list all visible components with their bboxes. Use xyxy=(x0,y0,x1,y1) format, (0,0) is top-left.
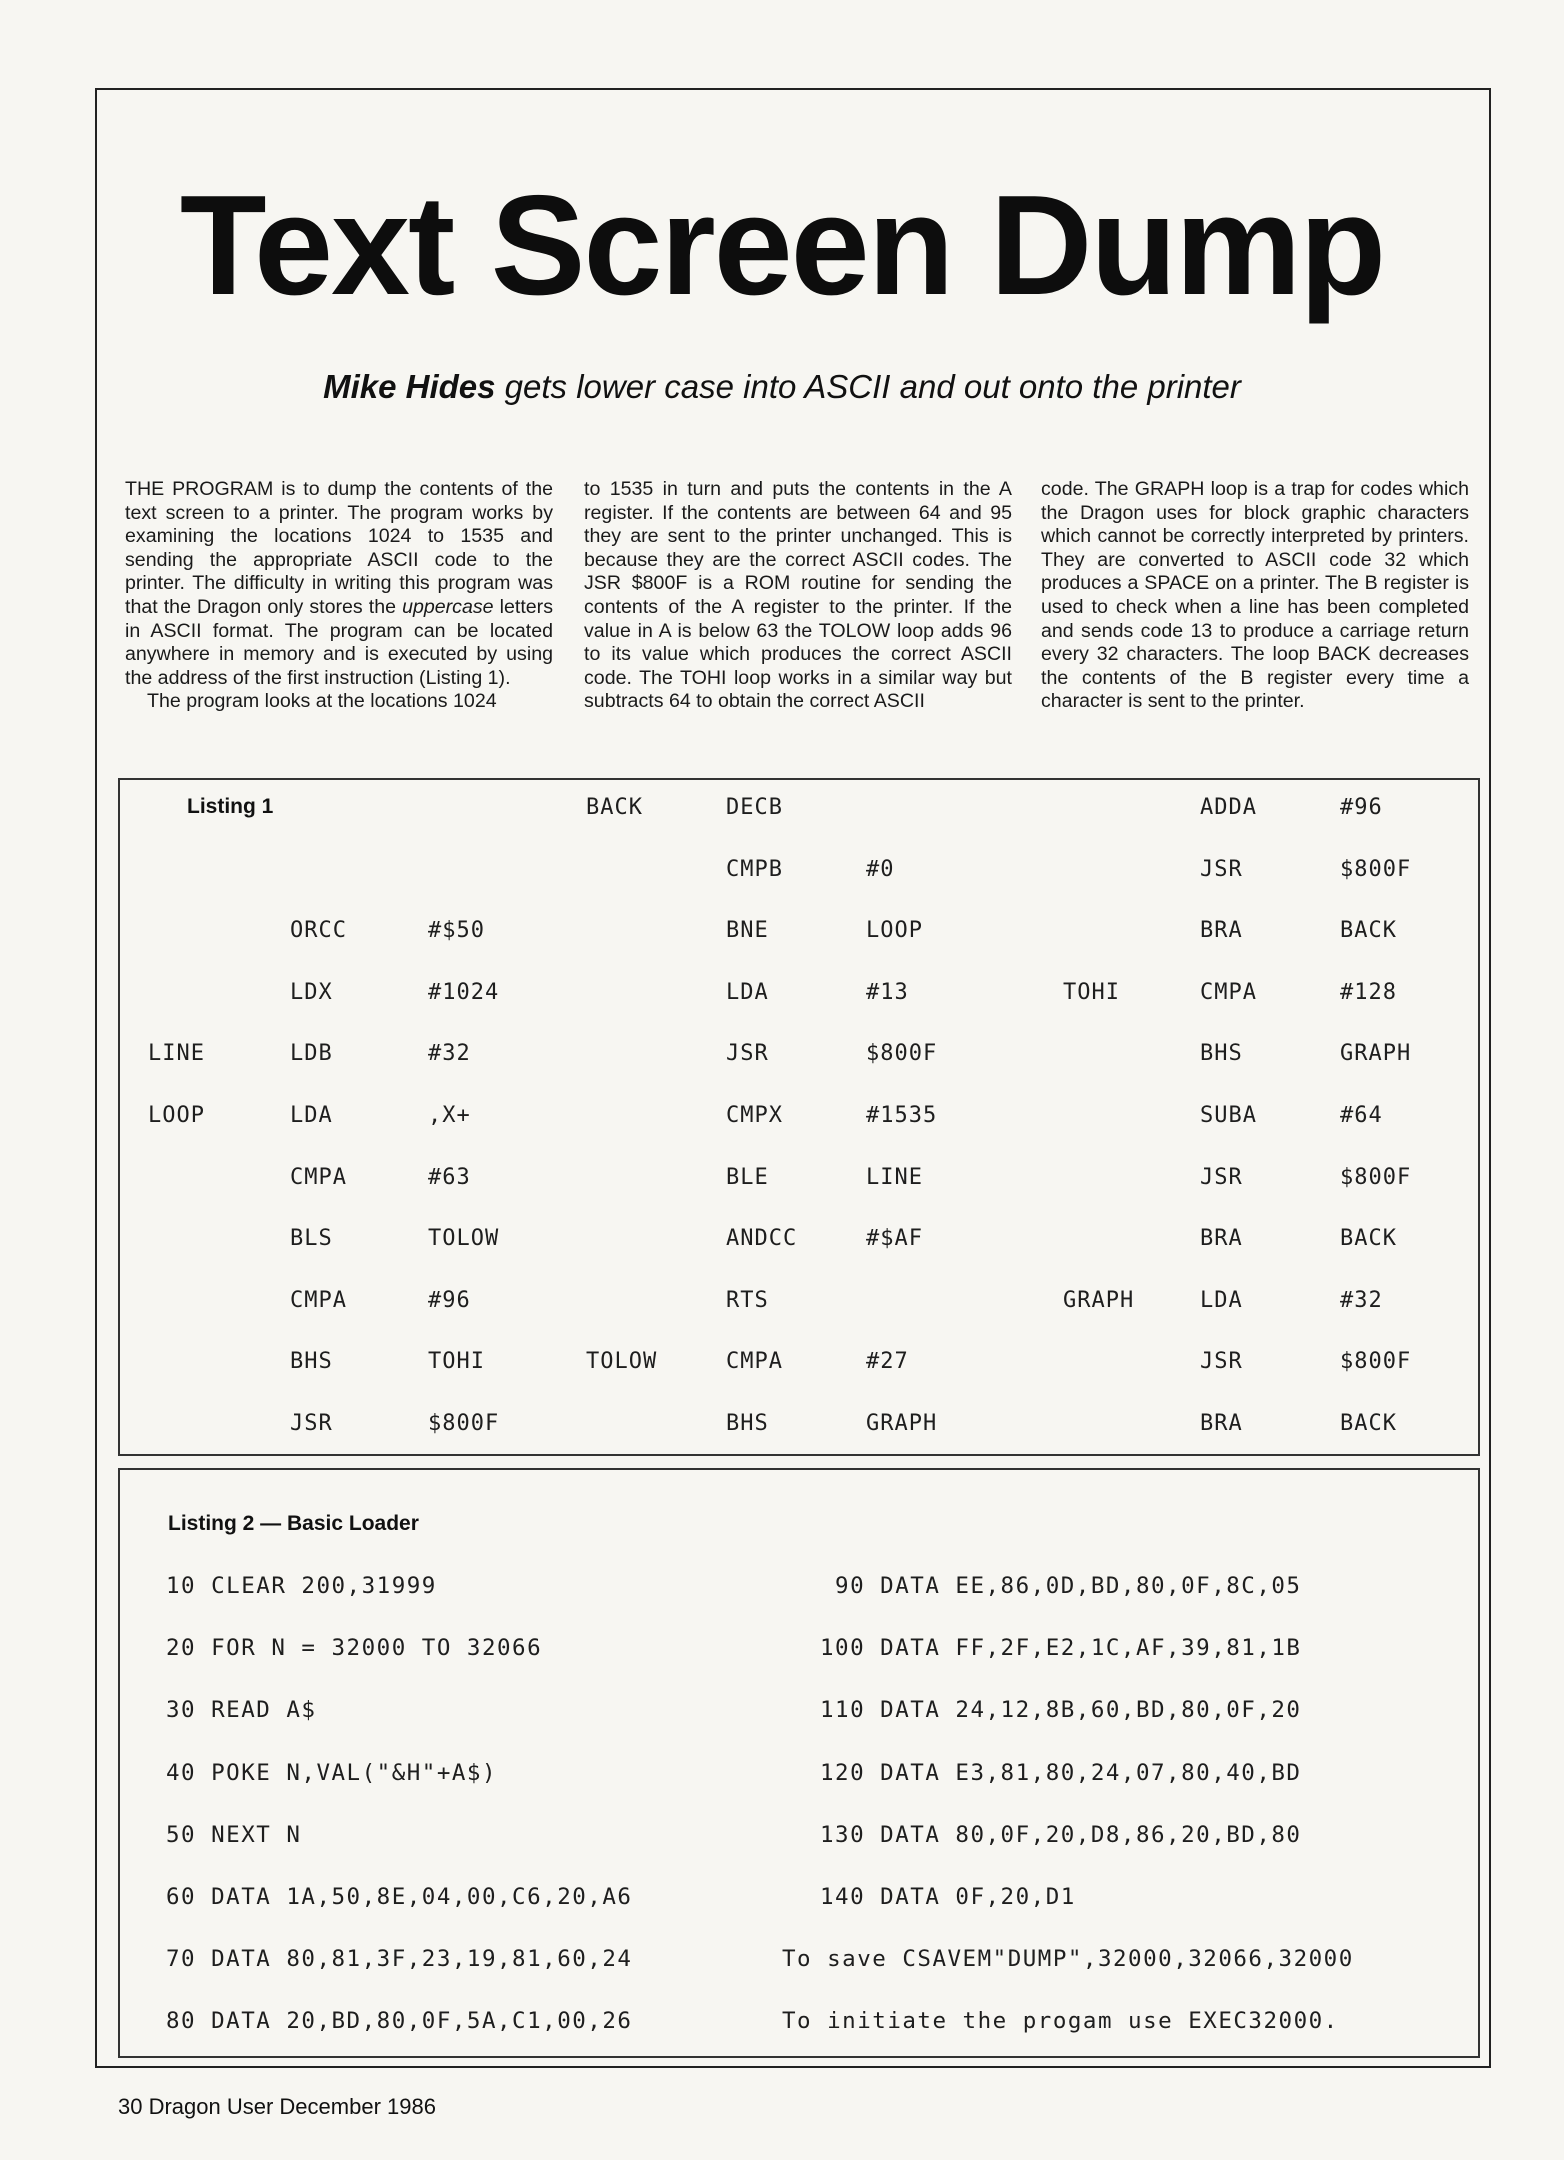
asm-operand: #$AF xyxy=(866,1226,923,1252)
asm-opcode: JSR xyxy=(726,1041,769,1067)
asm-operand: #96 xyxy=(1340,795,1383,820)
asm-opcode: ANDCC xyxy=(726,1226,798,1252)
save-instruction: To save CSAVEM"DUMP",32000,32066,32000 xyxy=(782,1946,1354,1973)
asm-operand: #128 xyxy=(1340,979,1397,1005)
basic-line: 30 READ A$ xyxy=(166,1697,317,1724)
asm-label: BACK xyxy=(586,795,643,820)
asm-operand: $800F xyxy=(1340,1349,1412,1375)
asm-opcode: RTS xyxy=(726,1287,769,1313)
asm-label: LINE xyxy=(148,1041,205,1067)
asm-opcode: JSR xyxy=(1200,1349,1243,1375)
asm-operand: TOLOW xyxy=(428,1226,500,1252)
asm-opcode: CMPA xyxy=(726,1349,783,1375)
asm-opcode: JSR xyxy=(1200,1164,1243,1190)
article-title: Text Screen Dump xyxy=(179,166,1385,325)
body-paragraph: The program looks at the locations 1024 xyxy=(147,690,497,713)
asm-opcode: SUBA xyxy=(1200,1103,1257,1128)
basic-line: 60 DATA 1A,50,8E,04,00,C6,20,A6 xyxy=(166,1884,633,1910)
asm-operand: BACK xyxy=(1340,918,1397,944)
asm-opcode: BRA xyxy=(1200,918,1243,944)
asm-operand: #13 xyxy=(866,979,909,1005)
asm-opcode: BLE xyxy=(726,1164,769,1190)
asm-opcode: BHS xyxy=(290,1349,333,1375)
page-footer: 30 Dragon User December 1986 xyxy=(118,2094,436,2119)
asm-operand: LOOP xyxy=(866,918,923,944)
asm-operand: GRAPH xyxy=(866,1411,938,1436)
body-paragraph: code. The GRAPH loop is a trap for codes which the Dragon uses for block graphic characters which cannot be correctly interpreted by printers. They are converted to ASCII code 32 which produces a SPACE on a printer. The B register is used to check when a line has been completed and sends code 13 to produce a carriage return every 32 characters. The loop BACK decreases the contents of the B register every time a character is sent to the printer. xyxy=(1041,478,1469,713)
asm-opcode: CMPA xyxy=(1200,979,1257,1005)
body-paragraph: to 1535 in turn and puts the contents in the A register. If the contents are between 64 and 95 they are sent to the printer unchanged. This is because they are the correct ASCII codes. The JSR $800F is a ROM routine for sending the contents of the A register to the printer. If the value in A is below 63 the TOLOW loop adds 96 to its value which produces the correct ASCII code. The TOHI loop works in a similar way but subtracts 64 to obtain the correct ASCII xyxy=(584,478,1012,713)
basic-line: 70 DATA 80,81,3F,23,19,81,60,24 xyxy=(166,1946,633,1973)
asm-operand: #0 xyxy=(866,856,895,882)
body-paragraph: THE PROGRAM is to dump the contents of the text screen to a printer. The program works by examining the locations 1024 to 1535 and sending the appropriate ASCII code to the printer. The difficulty in writing this program was that the Dragon only stores the uppercase letters in ASCII format. The program can be located anywhere in memory and is executed by using the address of the first instruction (Listing 1). xyxy=(125,478,553,689)
asm-opcode: JSR xyxy=(1200,856,1243,882)
basic-line: 80 DATA 20,BD,80,0F,5A,C1,00,26 xyxy=(166,2008,633,2035)
asm-opcode: LDB xyxy=(290,1041,333,1067)
asm-opcode: CMPA xyxy=(290,1287,347,1313)
exec-instruction: To initiate the progam use EXEC32000. xyxy=(782,2008,1339,2035)
asm-opcode: BLS xyxy=(290,1226,333,1252)
basic-line: 20 FOR N = 32000 TO 32066 xyxy=(166,1635,543,1662)
asm-operand: BACK xyxy=(1340,1226,1397,1252)
listing-1-label: Listing 1 xyxy=(187,795,274,818)
asm-opcode: LDA xyxy=(1200,1287,1243,1313)
basic-line: 10 CLEAR 200,31999 xyxy=(166,1573,437,1599)
asm-opcode: CMPB xyxy=(726,856,783,882)
asm-operand: #$50 xyxy=(428,918,485,944)
asm-operand: #1024 xyxy=(428,979,500,1005)
asm-opcode: BRA xyxy=(1200,1411,1243,1436)
asm-opcode: ORCC xyxy=(290,918,347,944)
asm-operand: #32 xyxy=(1340,1287,1383,1313)
asm-operand: TOHI xyxy=(428,1349,485,1375)
asm-opcode: LDA xyxy=(290,1103,333,1128)
asm-operand: #96 xyxy=(428,1287,471,1313)
article-body xyxy=(125,478,1475,763)
basic-line: 130 DATA 80,0F,20,D8,86,20,BD,80 xyxy=(820,1821,1302,1848)
basic-line: 120 DATA E3,81,80,24,07,80,40,BD xyxy=(820,1759,1302,1786)
asm-opcode: BRA xyxy=(1200,1226,1243,1252)
basic-line: 90 DATA EE,86,0D,BD,80,0F,8C,05 xyxy=(820,1573,1302,1599)
asm-operand: #63 xyxy=(428,1164,471,1190)
author-name: Mike Hides xyxy=(323,368,496,405)
basic-line: 100 DATA FF,2F,E2,1C,AF,39,81,1B xyxy=(820,1635,1302,1662)
body-column-2 xyxy=(584,478,1012,714)
asm-operand: ,X+ xyxy=(428,1103,471,1128)
asm-operand: #27 xyxy=(866,1349,909,1375)
asm-operand: GRAPH xyxy=(1340,1041,1412,1067)
basic-line: 40 POKE N,VAL("&H"+A$) xyxy=(166,1759,498,1786)
basic-line: 110 DATA 24,12,8B,60,BD,80,0F,20 xyxy=(820,1697,1302,1724)
body-column-3 xyxy=(1041,478,1469,714)
asm-opcode: ADDA xyxy=(1200,795,1257,820)
asm-operand: #32 xyxy=(428,1041,471,1067)
asm-opcode: CMPX xyxy=(726,1103,783,1128)
basic-line: 50 NEXT N xyxy=(166,1821,302,1848)
asm-label: TOLOW xyxy=(586,1349,658,1375)
asm-opcode: JSR xyxy=(290,1411,333,1436)
listing-2-label: Listing 2 — Basic Loader xyxy=(168,1512,419,1535)
asm-operand: $800F xyxy=(1340,1164,1412,1190)
asm-opcode: LDA xyxy=(726,979,769,1005)
asm-opcode: DECB xyxy=(726,795,783,820)
asm-opcode: BNE xyxy=(726,918,769,944)
subtitle-text: gets lower case into ASCII and out onto the printer xyxy=(495,368,1241,405)
asm-operand: $800F xyxy=(428,1411,500,1436)
asm-label: TOHI xyxy=(1063,979,1120,1005)
asm-operand: LINE xyxy=(866,1164,923,1190)
asm-label: LOOP xyxy=(148,1103,205,1128)
asm-operand: $800F xyxy=(1340,856,1412,882)
asm-operand: #64 xyxy=(1340,1103,1383,1128)
asm-opcode: LDX xyxy=(290,979,333,1005)
asm-opcode: BHS xyxy=(1200,1041,1243,1067)
asm-label: GRAPH xyxy=(1063,1287,1135,1313)
asm-operand: #1535 xyxy=(866,1103,938,1128)
asm-opcode: CMPA xyxy=(290,1164,347,1190)
asm-operand: BACK xyxy=(1340,1411,1397,1436)
asm-operand: $800F xyxy=(866,1041,938,1067)
asm-opcode: BHS xyxy=(726,1411,769,1436)
basic-line: 140 DATA 0F,20,D1 xyxy=(820,1884,1076,1910)
article-subtitle xyxy=(0,368,1564,406)
body-column-1 xyxy=(125,478,553,714)
